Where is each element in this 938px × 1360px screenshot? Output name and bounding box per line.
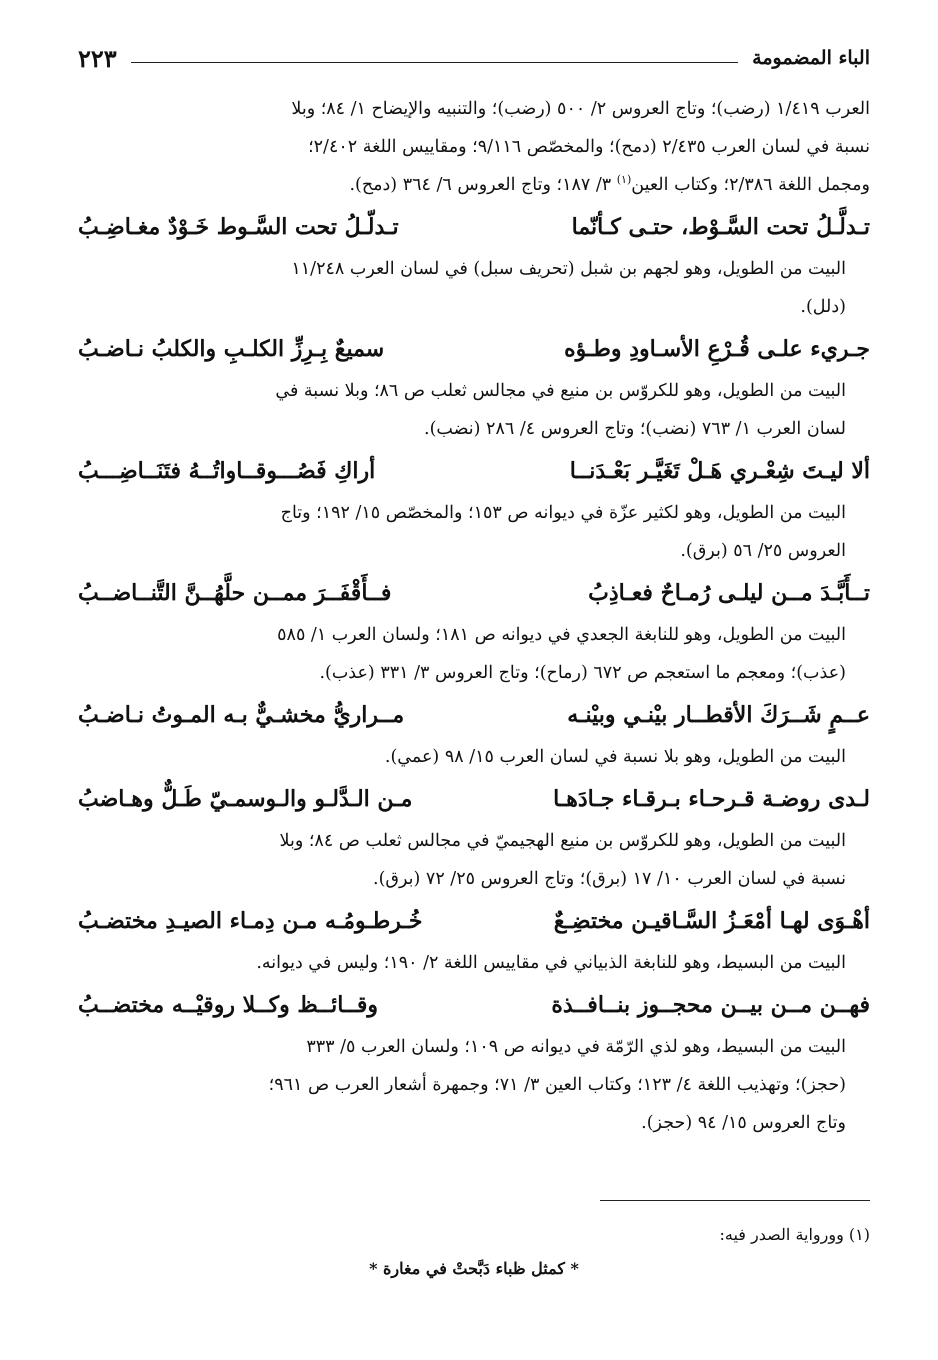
reference-line: العرب ١/٤١٩ (رضب)؛ وتاج العروس ٢/ ٥٠٠ (رضب)؛ والتنبيه والإيضاح ١/ ٨٤؛ وبلا [291,99,870,119]
commentary-line: البيت من الطويل، وهو لجهم بن شبل (تحريف سبل) في لسان العرب ١١/٢٤٨ [291,259,846,279]
reference-text: ٣/ ١٨٧؛ وتاج العروس ٦/ ٣٦٤ (دمح). [349,175,617,195]
commentary-line: (حجز)؛ وتهذيب اللغة ٤/ ١٢٣؛ وكتاب العين ٣/ ٧١؛ وجمهرة أشعار العرب ص ٩٦١؛ [268,1075,846,1095]
running-header [78,40,870,76]
commentary-line: البيت من الطويل، وهو للكروّس بن منيع الهجيميّ في مجالس ثعلب ص ٨٤؛ وبلا [279,831,846,851]
verse-commentary [78,1028,870,1142]
verse-second-hemistich: خُـرطـومُـه مـن دِمـاء الصيـدِ مختضـبُ [78,908,423,934]
verse-commentary [78,372,870,448]
verse-first-hemistich: تـدلَّـلُ تحت السَّـوْط، حتـى كـأنّما [571,214,870,240]
verse-commentary [78,738,870,776]
verse-first-hemistich: عــمٍ شَــرَكَ الأقطــار بيْنـي وبيْنـه [567,702,870,728]
commentary-line: البيت من الطويل، وهو بلا نسبة في لسان العرب ١٥/ ٩٨ (عمي). [384,747,846,767]
page-number: ٢٢٣ [78,43,117,73]
verse-commentary [78,250,870,326]
commentary-line: البيت من الطويل، وهو للنابغة الجعدي في ديوانه ص ١٨١؛ ولسان العرب ١/ ٥٨٥ [277,625,846,645]
verse-second-hemistich: تـدلّـلُ تحت السَّـوط خَـوْدٌ مغـاضِـبُ [78,214,399,240]
footnote-separator [600,1200,870,1201]
commentary-line: (عذب)؛ ومعجم ما استعجم ص ٦٧٢ (رماح)؛ وتاج العروس ٣/ ٣٣١ (عذب). [319,663,846,683]
poem-verse [78,898,870,944]
commentary-line: البيت من البسيط، وهو للنابغة الذبياني في مقاييس اللغة ٢/ ١٩٠؛ وليس في ديوانه. [256,953,846,973]
commentary-line: وتاج العروس ١٥/ ٩٤ (حجز). [641,1113,846,1133]
verse-first-hemistich: لـدى روضـة قـرحـاء بـرقـاء جـادَهـا [553,786,870,812]
verse-first-hemistich: فهــن مــن بيــن محجــوز بنــافــذة [551,992,870,1018]
header-rule [131,62,738,63]
commentary-line: البيت من الطويل، وهو لكثير عزّة في ديوانه ص ١٥٣؛ والمخصّص ١٥/ ١٩٢؛ وتاج [280,503,846,523]
verse-second-hemistich: مـن الـدَّلـو والـوسمـيّ طَـلٌّ وهـاضبُ [78,786,413,812]
footnote-marker: (١) [616,173,632,187]
poem-verse [78,776,870,822]
verse-second-hemistich: فــأَقْفَــرَ ممــن حلَّهُــنَّ التَّنــاضــبُ [78,580,392,606]
poem-verse [78,692,870,738]
verse-second-hemistich: مــراريُّ مخشـيٌّ بـه المـوتُ نـاضـبُ [78,702,405,728]
poem-verse [78,570,870,616]
verse-first-hemistich: أهْـوَى لهـا أمْعَـزُ السَّـاقيـن مختضِـعٌ [553,908,870,934]
reference-line: نسبة في لسان العرب ٢/٤٣٥ (دمح)؛ والمخصّص ٩/١١٦؛ ومقاييس اللغة ٢/٤٠٢؛ [308,137,870,157]
poem-verse [78,204,870,250]
commentary-line: لسان العرب ١/ ٧٦٣ (نضب)؛ وتاج العروس ٤/ ٢٨٦ (نضب). [424,419,846,439]
commentary-line: العروس ٢٥/ ٥٦ (برق). [680,541,846,561]
commentary-line: البيت من الطويل، وهو للكروّس بن منيع في مجالس ثعلب ص ٨٦؛ وبلا نسبة في [275,381,846,401]
commentary-line: نسبة في لسان العرب ١٠/ ١٧ (برق)؛ وتاج العروس ٢٥/ ٧٢ (برق). [373,869,846,889]
verse-commentary [78,494,870,570]
verse-first-hemistich: ألا ليـتَ شِعْـري هَـلْ تَغَيَّـر بَعْـدَنــا [569,458,870,484]
reference-paragraph [78,90,870,204]
verse-commentary [78,944,870,982]
verse-second-hemistich: وقــائــظ وكــلا روقيْــه مختضــبُ [78,992,379,1018]
poem-verse [78,448,870,494]
chapter-title: الباء المضمومة [752,47,870,69]
commentary-line: (دلل). [800,297,846,317]
verse-second-hemistich: أراكِ فَصُـــوقــاواتُــهُ فتَنَــاضِـــبُ [78,458,376,484]
verse-first-hemistich: جـريء علـى قُـرْعِ الأسـاودِ وطـؤه [564,336,870,362]
footnotes [78,1218,870,1286]
reference-line-with-footnote [78,166,870,204]
footnote-text: (١) وورواية الصدر فيه: [719,1225,870,1244]
verse-second-hemistich: سميعٌ بِـرِزِّ الكلـبِ والكلبُ نـاضـبُ [78,336,385,362]
main-text [78,90,870,1142]
poem-verse [78,326,870,372]
footnote-quote: * كمثل ظباء دَبَّحتْ في مغارة * [369,1259,579,1278]
poem-verse [78,982,870,1028]
reference-text: ومجمل اللغة ٢/٣٨٦؛ وكتاب العين [631,175,870,195]
verse-first-hemistich: تــأَبَّـدَ مــن ليلـى رُمـاحٌ فعـاذِبُ [588,580,870,606]
verse-commentary [78,822,870,898]
commentary-line: البيت من البسيط، وهو لذي الرّمّة في ديوانه ص ١٠٩؛ ولسان العرب ٥/ ٣٣٣ [306,1037,846,1057]
verse-commentary [78,616,870,692]
